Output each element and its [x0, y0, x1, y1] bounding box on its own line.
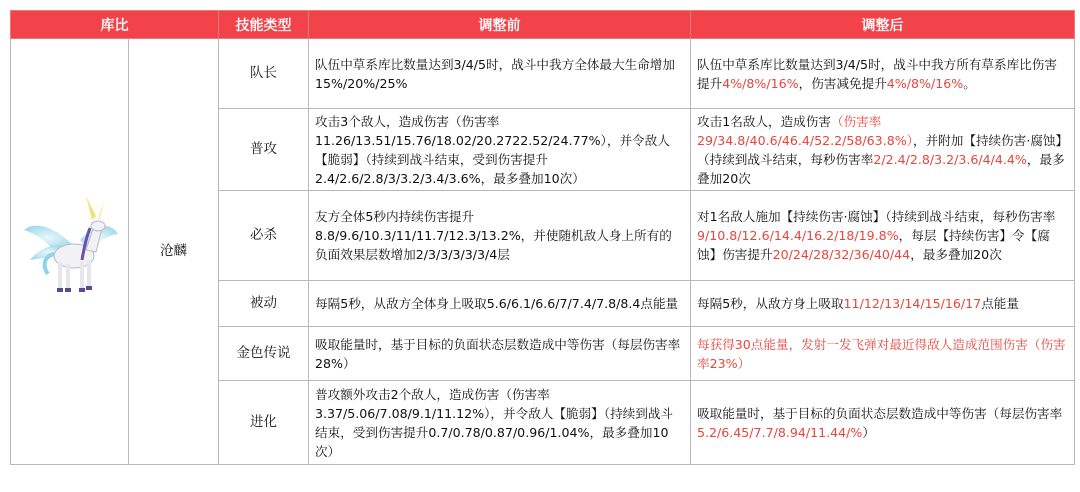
after-segment-text: ，最多叠加20次: [910, 247, 1002, 262]
skill-type: 队长: [219, 39, 309, 109]
header-after: 调整后: [691, 11, 1075, 39]
after-highlight-text: 4%/8%/16%: [722, 75, 799, 91]
after-text: [691, 109, 1075, 191]
white-winged-qilin-icon: [20, 194, 120, 304]
after-text: [691, 191, 1075, 281]
after-segment-text: 。: [963, 75, 976, 91]
before-text: 普攻额外攻击2个敌人，造成伤害（伤害率3.37/5.06/7.08/9.1/11.12%），并令敌人【脆弱】（持续到战斗结束，受到伤害提升0.7/0.78/0.87/0.96/1.04%，最多叠加10次）: [309, 381, 691, 465]
skill-type: 被动: [219, 281, 309, 327]
character-name: 沧麟: [129, 39, 219, 465]
header-skill-type: 技能类型: [219, 11, 309, 39]
after-text: [691, 381, 1075, 465]
after-text: [691, 281, 1075, 327]
skill-comparison-table-wrapper: [10, 10, 1075, 465]
skill-type: 金色传说: [219, 327, 309, 381]
before-text: 吸取能量时，基于目标的负面状态层数造成中等伤害（每层伤害率28%）: [309, 327, 691, 381]
after-highlight-text: 20/24/28/32/36/40/44: [772, 247, 911, 262]
table-header-row: [11, 11, 1075, 39]
after-segment-text: ，每层【持续伤害】令【腐蚀】伤害提升: [697, 228, 1050, 262]
skill-comparison-table: [10, 10, 1075, 465]
after-segment-text: 队伍中草系库比数量达到3/4/5时，战斗中我方所有草系库比伤害提升: [697, 56, 1057, 91]
after-highlight-text: （伤害率29/34.8/40.6/46.4/52.2/58/63.8%）: [697, 113, 913, 148]
after-highlight-text: 5.2/6.45/7.7/8.94/11.44/%: [697, 424, 863, 440]
header-kubi: 库比: [11, 11, 219, 39]
after-highlight-text: 4%/8%/16%: [886, 75, 964, 91]
before-text: 友方全体5秒内持续伤害提升8.8/9.6/10.3/11/11.7/12.3/13.2%，并使随机敌人身上所有的负面效果层数增加2/3/3/3/3/3/4层: [309, 191, 691, 281]
after-text: [691, 327, 1075, 381]
after-highlight-text: 9/10.8/12.6/14.4/16.2/18/19.8%: [697, 228, 899, 243]
before-text: 队伍中草系库比数量达到3/4/5时，战斗中我方全体最大生命增加15%/20%/25%: [309, 39, 691, 109]
after-segment-text: ，并附加【持续伤害·腐蚀】（持续到战斗结束，每秒伤害率: [697, 132, 1062, 167]
after-segment-text: 对1名敌人施加【持续伤害·腐蚀】（持续到战斗结束，每秒伤害率: [697, 209, 1056, 224]
before-text: 每隔5秒，从敌方全体身上吸取5.6/6.1/6.6/7/7.4/7.8/8.4点能量: [309, 281, 691, 327]
after-highlight-text: 每获得30点能量，发射一发飞弹对最近得敌人造成范围伤害（伤害率23%）: [697, 336, 1066, 371]
after-segment-text: ，伤害减免提升: [798, 75, 887, 91]
after-highlight-text: 2/2.4/2.8/3.2/3.6/4/4.4%: [873, 151, 1027, 167]
before-text: 攻击3个敌人，造成伤害（伤害率11.26/13.51/15.76/18.02/20.2722.52/24.77%），并令敌人【脆弱】（持续到战斗结束，受到伤害提升2.4/2.6/2.8/3/3.2/3.4/3.6%，最多叠加10次）: [309, 109, 691, 191]
character-image-cell: [11, 39, 129, 465]
after-segment-text: 攻击1名敌人，造成伤害: [697, 113, 831, 129]
table-row: [11, 39, 1075, 109]
after-segment-text: ，最多叠加20次: [697, 151, 1065, 186]
after-segment-text: 点能量: [981, 296, 1019, 311]
after-highlight-text: 11/12/13/14/15/16/17: [843, 296, 982, 311]
skill-type: 普攻: [219, 109, 309, 191]
after-segment-text: 吸取能量时，基于目标的负面状态层数造成中等伤害（每层伤害率: [697, 405, 1063, 421]
skill-type: 进化: [219, 381, 309, 465]
after-text: [691, 39, 1075, 109]
skill-type: 必杀: [219, 191, 309, 281]
header-before: 调整前: [309, 11, 691, 39]
after-segment-text: 每隔5秒，从敌方身上吸取: [697, 296, 844, 311]
after-segment-text: ）: [862, 424, 875, 440]
